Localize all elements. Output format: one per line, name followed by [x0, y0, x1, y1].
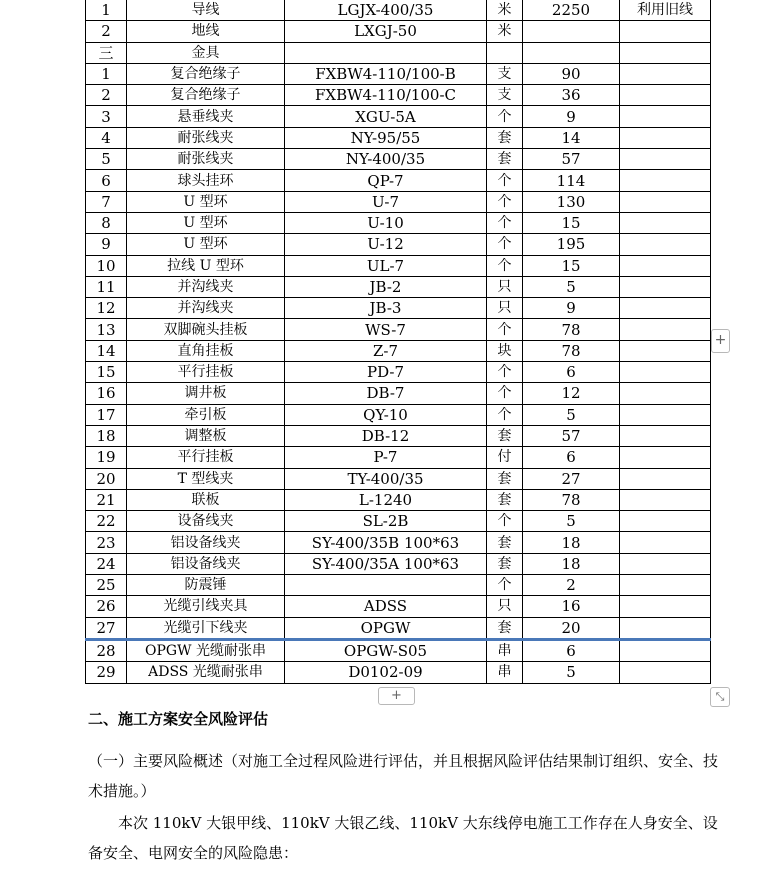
cell-model[interactable]: JB-3 — [285, 298, 487, 319]
add-row-button[interactable]: + — [378, 687, 415, 705]
cell-index[interactable]: 1 — [86, 63, 127, 84]
cell-model[interactable]: D0102-09 — [285, 662, 487, 683]
cell-remark[interactable] — [620, 404, 711, 425]
cell-index[interactable]: 23 — [86, 532, 127, 553]
cell-remark[interactable] — [620, 276, 711, 297]
cell-model[interactable] — [285, 42, 487, 63]
cell-model[interactable]: U-10 — [285, 212, 487, 233]
cell-model[interactable]: FXBW4-110/100-C — [285, 85, 487, 106]
cell-name[interactable]: U 型环 — [127, 234, 285, 255]
cell-unit[interactable]: 套 — [487, 532, 523, 553]
cell-quantity[interactable] — [523, 42, 620, 63]
cell-name[interactable]: 设备线夹 — [127, 511, 285, 532]
cell-unit[interactable]: 付 — [487, 447, 523, 468]
cell-remark[interactable] — [620, 212, 711, 233]
cell-unit[interactable]: 套 — [487, 149, 523, 170]
table-row — [86, 63, 711, 84]
cell-name[interactable]: 双脚碗头挂板 — [127, 319, 285, 340]
table-row — [86, 340, 711, 361]
cell-unit[interactable]: 个 — [487, 191, 523, 212]
cell-model[interactable]: U-12 — [285, 234, 487, 255]
cell-index[interactable]: 三 — [86, 42, 127, 63]
cell-model[interactable]: XGU-5A — [285, 106, 487, 127]
cell-unit[interactable]: 只 — [487, 298, 523, 319]
cell-model[interactable]: TY-400/35 — [285, 468, 487, 489]
table-row — [86, 662, 711, 683]
cell-name[interactable]: 铝设备线夹 — [127, 553, 285, 574]
cell-model[interactable]: DB-12 — [285, 425, 487, 446]
cell-name[interactable]: 平行挂板 — [127, 447, 285, 468]
cell-remark[interactable] — [620, 21, 711, 42]
cell-quantity[interactable]: 20 — [523, 617, 620, 639]
cell-index[interactable]: 12 — [86, 298, 127, 319]
cell-model[interactable]: SY-400/35A 100*63 — [285, 553, 487, 574]
cell-quantity[interactable]: 27 — [523, 468, 620, 489]
table-row — [86, 617, 711, 639]
table-row — [86, 42, 711, 63]
cell-quantity[interactable]: 6 — [523, 362, 620, 383]
cell-quantity[interactable]: 18 — [523, 532, 620, 553]
cell-unit[interactable]: 米 — [487, 0, 523, 21]
cell-quantity[interactable]: 5 — [523, 662, 620, 683]
cell-unit[interactable]: 个 — [487, 170, 523, 191]
cell-model[interactable]: U-7 — [285, 191, 487, 212]
table-row — [86, 21, 711, 42]
cell-name[interactable]: 调井板 — [127, 383, 285, 404]
cell-model[interactable]: SY-400/35B 100*63 — [285, 532, 487, 553]
cell-unit[interactable]: 个 — [487, 212, 523, 233]
cell-unit[interactable]: 个 — [487, 106, 523, 127]
table-row — [86, 575, 711, 596]
table-row — [86, 468, 711, 489]
cell-unit[interactable]: 个 — [487, 255, 523, 276]
cell-unit[interactable]: 个 — [487, 383, 523, 404]
cell-quantity[interactable]: 78 — [523, 489, 620, 510]
cell-remark[interactable] — [620, 191, 711, 212]
cell-index[interactable]: 2 — [86, 21, 127, 42]
table-row — [86, 149, 711, 170]
cell-quantity[interactable]: 9 — [523, 106, 620, 127]
cell-name[interactable]: 并沟线夹 — [127, 276, 285, 297]
cell-index[interactable]: 24 — [86, 553, 127, 574]
table-row — [86, 447, 711, 468]
cell-name[interactable]: 导线 — [127, 0, 285, 21]
cell-index[interactable]: 21 — [86, 489, 127, 510]
cell-unit[interactable]: 套 — [487, 553, 523, 574]
cell-unit[interactable]: 串 — [487, 639, 523, 661]
cell-index[interactable]: 3 — [86, 106, 127, 127]
add-column-button[interactable]: + — [711, 329, 730, 353]
cell-index[interactable]: 27 — [86, 617, 127, 639]
cell-name[interactable]: 直角挂板 — [127, 340, 285, 361]
cell-model[interactable]: P-7 — [285, 447, 487, 468]
cell-model[interactable]: LXGJ-50 — [285, 21, 487, 42]
cell-model[interactable]: LGJX-400/35 — [285, 0, 487, 21]
cell-quantity[interactable] — [523, 21, 620, 42]
table-row — [86, 596, 711, 617]
cell-remark[interactable] — [620, 532, 711, 553]
cell-name[interactable]: 牵引板 — [127, 404, 285, 425]
cell-name[interactable]: OPGW 光缆耐张串 — [127, 639, 285, 661]
cell-quantity[interactable]: 14 — [523, 127, 620, 148]
cell-quantity[interactable]: 6 — [523, 639, 620, 661]
table-row — [86, 170, 711, 191]
cell-model[interactable]: QP-7 — [285, 170, 487, 191]
cell-remark[interactable] — [620, 511, 711, 532]
cell-unit[interactable]: 只 — [487, 276, 523, 297]
table-row — [86, 362, 711, 383]
cell-quantity[interactable]: 2 — [523, 575, 620, 596]
cell-unit[interactable]: 套 — [487, 425, 523, 446]
cell-remark[interactable] — [620, 106, 711, 127]
cell-name[interactable]: 平行挂板 — [127, 362, 285, 383]
table-row — [86, 191, 711, 212]
cell-unit[interactable]: 支 — [487, 63, 523, 84]
cell-index[interactable]: 13 — [86, 319, 127, 340]
cell-index[interactable]: 17 — [86, 404, 127, 425]
cell-unit[interactable]: 块 — [487, 340, 523, 361]
cell-quantity[interactable]: 78 — [523, 340, 620, 361]
cell-model[interactable]: NY-95/55 — [285, 127, 487, 148]
cell-quantity[interactable]: 57 — [523, 425, 620, 446]
cell-index[interactable]: 16 — [86, 383, 127, 404]
cell-index[interactable]: 9 — [86, 234, 127, 255]
cell-index[interactable]: 22 — [86, 511, 127, 532]
cell-unit[interactable]: 套 — [487, 489, 523, 510]
cell-quantity[interactable]: 78 — [523, 319, 620, 340]
cell-unit[interactable]: 套 — [487, 127, 523, 148]
cell-model[interactable]: L-1240 — [285, 489, 487, 510]
cell-model[interactable]: WS-7 — [285, 319, 487, 340]
cell-remark[interactable] — [620, 42, 711, 63]
section-heading: 二、施工方案安全风险评估 — [88, 710, 269, 728]
cell-index[interactable]: 11 — [86, 276, 127, 297]
cell-name[interactable]: 复合绝缘子 — [127, 63, 285, 84]
cell-name[interactable]: ADSS 光缆耐张串 — [127, 662, 285, 683]
cell-name[interactable]: 球头挂环 — [127, 170, 285, 191]
materials-table — [85, 0, 711, 684]
cell-remark[interactable] — [620, 617, 711, 639]
cell-remark[interactable] — [620, 575, 711, 596]
cell-name[interactable]: 耐张线夹 — [127, 127, 285, 148]
cell-quantity[interactable]: 15 — [523, 212, 620, 233]
cell-remark[interactable] — [620, 234, 711, 255]
table-row — [86, 383, 711, 404]
cell-unit[interactable]: 串 — [487, 662, 523, 683]
table-row — [86, 298, 711, 319]
cell-index[interactable]: 6 — [86, 170, 127, 191]
cell-quantity[interactable]: 16 — [523, 596, 620, 617]
cell-index[interactable]: 8 — [86, 212, 127, 233]
cell-quantity[interactable]: 130 — [523, 191, 620, 212]
table-row — [86, 234, 711, 255]
cell-quantity[interactable]: 6 — [523, 447, 620, 468]
cell-model[interactable]: OPGW — [285, 617, 487, 639]
cell-model[interactable]: OPGW-S05 — [285, 639, 487, 661]
cell-name[interactable]: 光缆引下线夹 — [127, 617, 285, 639]
cell-remark[interactable] — [620, 63, 711, 84]
cell-index[interactable]: 25 — [86, 575, 127, 596]
table-row — [86, 319, 711, 340]
cell-remark[interactable] — [620, 255, 711, 276]
table-row — [86, 212, 711, 233]
cell-remark[interactable] — [620, 85, 711, 106]
cell-unit[interactable]: 个 — [487, 362, 523, 383]
table-row — [86, 553, 711, 574]
cell-index[interactable]: 15 — [86, 362, 127, 383]
cell-model[interactable]: SL-2B — [285, 511, 487, 532]
table-row — [86, 85, 711, 106]
table-row — [86, 255, 711, 276]
table-row — [86, 0, 711, 21]
cell-remark[interactable] — [620, 662, 711, 683]
cell-quantity[interactable]: 5 — [523, 511, 620, 532]
cell-unit[interactable]: 个 — [487, 234, 523, 255]
cell-quantity[interactable]: 12 — [523, 383, 620, 404]
cell-name[interactable]: T 型线夹 — [127, 468, 285, 489]
cell-quantity[interactable]: 15 — [523, 255, 620, 276]
cell-name[interactable]: 调整板 — [127, 425, 285, 446]
cell-name[interactable]: U 型环 — [127, 212, 285, 233]
cell-index[interactable]: 10 — [86, 255, 127, 276]
cell-index[interactable]: 18 — [86, 425, 127, 446]
cell-index[interactable]: 5 — [86, 149, 127, 170]
cell-name[interactable]: 复合绝缘子 — [127, 85, 285, 106]
table-row — [86, 106, 711, 127]
table-row — [86, 639, 711, 661]
cell-quantity[interactable]: 9 — [523, 298, 620, 319]
cell-index[interactable]: 1 — [86, 0, 127, 21]
cell-remark[interactable] — [620, 319, 711, 340]
risk-overview-paragraph: （一）主要风险概述（对施工全过程风险进行评估，并且根据风险评估结果制订组织、安全、技术措施。） — [88, 752, 719, 800]
cell-unit[interactable]: 个 — [487, 511, 523, 532]
cell-unit[interactable] — [487, 42, 523, 63]
cell-quantity[interactable]: 5 — [523, 404, 620, 425]
cell-model[interactable] — [285, 575, 487, 596]
cell-model[interactable]: PD-7 — [285, 362, 487, 383]
cell-unit[interactable]: 个 — [487, 575, 523, 596]
table-row — [86, 532, 711, 553]
cell-remark[interactable] — [620, 340, 711, 361]
cell-remark[interactable] — [620, 468, 711, 489]
cell-unit[interactable]: 个 — [487, 319, 523, 340]
cell-remark[interactable] — [620, 298, 711, 319]
materials-table-body — [86, 0, 711, 683]
cell-index[interactable]: 28 — [86, 639, 127, 661]
cell-model[interactable]: NY-400/35 — [285, 149, 487, 170]
cell-remark[interactable] — [620, 553, 711, 574]
cell-index[interactable]: 19 — [86, 447, 127, 468]
cell-unit[interactable]: 个 — [487, 404, 523, 425]
cell-name[interactable]: 光缆引线夹具 — [127, 596, 285, 617]
cell-remark[interactable] — [620, 383, 711, 404]
cell-index[interactable]: 14 — [86, 340, 127, 361]
cell-name[interactable]: 联板 — [127, 489, 285, 510]
cell-name[interactable]: 铝设备线夹 — [127, 532, 285, 553]
cell-remark[interactable] — [620, 639, 711, 661]
cell-index[interactable]: 4 — [86, 127, 127, 148]
cell-remark[interactable] — [620, 447, 711, 468]
table-row — [86, 425, 711, 446]
risk-detail-paragraph: 本次 110kV 大银甲线、110kV 大银乙线、110kV 大东线停电施工工作存在人身安全、设备安全、电网安全的风险隐患： — [88, 814, 718, 862]
cell-unit[interactable]: 只 — [487, 596, 523, 617]
cell-remark[interactable] — [620, 149, 711, 170]
cell-quantity[interactable]: 195 — [523, 234, 620, 255]
cell-quantity[interactable]: 36 — [523, 85, 620, 106]
cell-model[interactable]: FXBW4-110/100-B — [285, 63, 487, 84]
cell-name[interactable]: 并沟线夹 — [127, 298, 285, 319]
cell-quantity[interactable]: 2250 — [523, 0, 620, 21]
cell-name[interactable]: 金具 — [127, 42, 285, 63]
cell-index[interactable]: 7 — [86, 191, 127, 212]
cell-quantity[interactable]: 114 — [523, 170, 620, 191]
cell-unit[interactable]: 支 — [487, 85, 523, 106]
table-row — [86, 276, 711, 297]
cell-index[interactable]: 20 — [86, 468, 127, 489]
cell-index[interactable]: 2 — [86, 85, 127, 106]
cell-quantity[interactable]: 5 — [523, 276, 620, 297]
cell-remark[interactable] — [620, 596, 711, 617]
cell-model[interactable]: UL-7 — [285, 255, 487, 276]
cell-model[interactable]: QY-10 — [285, 404, 487, 425]
cell-quantity[interactable]: 18 — [523, 553, 620, 574]
cell-model[interactable]: ADSS — [285, 596, 487, 617]
cell-remark[interactable] — [620, 362, 711, 383]
cell-unit[interactable]: 米 — [487, 21, 523, 42]
cell-remark[interactable]: 利用旧线 — [620, 0, 711, 21]
cell-index[interactable]: 29 — [86, 662, 127, 683]
cell-name[interactable]: U 型环 — [127, 191, 285, 212]
cell-name[interactable]: 地线 — [127, 21, 285, 42]
cell-name[interactable]: 悬垂线夹 — [127, 106, 285, 127]
cell-model[interactable]: DB-7 — [285, 383, 487, 404]
table-row — [86, 404, 711, 425]
cell-model[interactable]: Z-7 — [285, 340, 487, 361]
cell-index[interactable]: 26 — [86, 596, 127, 617]
cell-quantity[interactable]: 90 — [523, 63, 620, 84]
cell-name[interactable]: 拉线 U 型环 — [127, 255, 285, 276]
table-row — [86, 511, 711, 532]
cell-remark[interactable] — [620, 425, 711, 446]
cell-unit[interactable]: 套 — [487, 468, 523, 489]
table-resize-icon[interactable]: ⤡ — [710, 687, 730, 707]
cell-quantity[interactable]: 57 — [523, 149, 620, 170]
cell-model[interactable]: JB-2 — [285, 276, 487, 297]
table-row — [86, 489, 711, 510]
cell-remark[interactable] — [620, 127, 711, 148]
table-row — [86, 127, 711, 148]
cell-remark[interactable] — [620, 489, 711, 510]
cell-name[interactable]: 防震锤 — [127, 575, 285, 596]
cell-name[interactable]: 耐张线夹 — [127, 149, 285, 170]
cell-unit[interactable]: 套 — [487, 617, 523, 639]
cell-remark[interactable] — [620, 170, 711, 191]
